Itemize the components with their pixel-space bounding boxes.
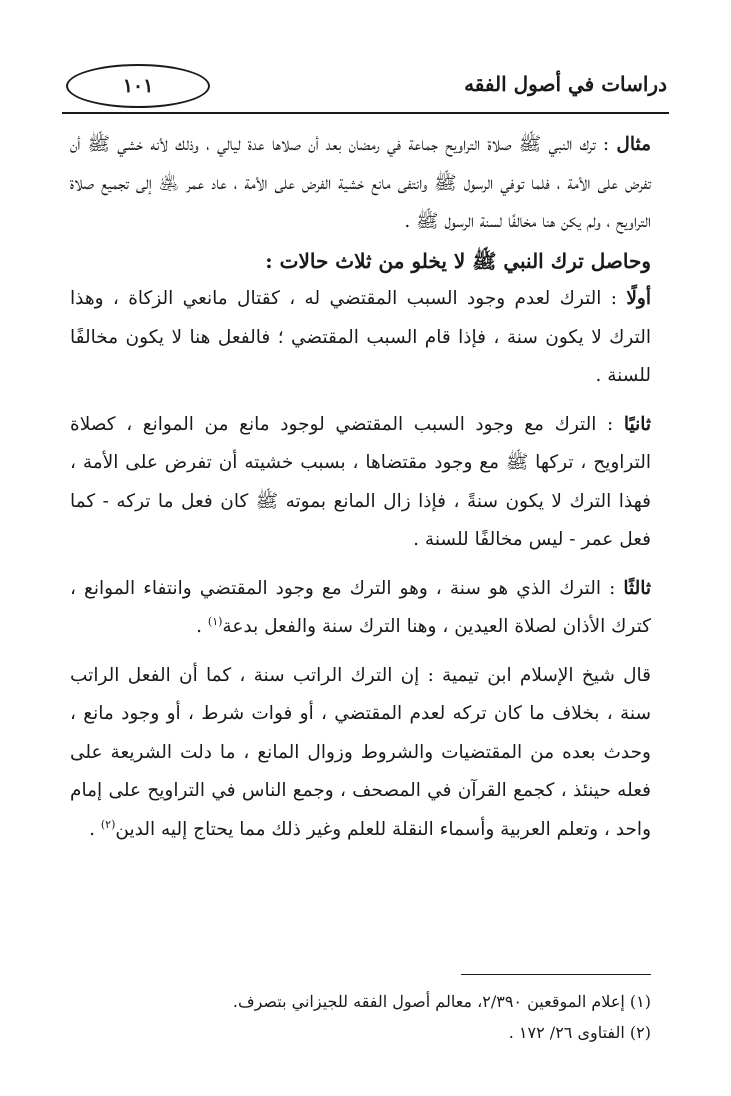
paragraph-lead: ثانيًا (623, 413, 651, 435)
footnote-1: (١) إعلام الموقعين ٢/٣٩٠، معالم أصول الفقه للجيزاني بتصرف. (232, 992, 651, 1011)
paragraph-lead: أولًا (626, 288, 651, 309)
section-heading: وحاصل ترك النبي ﷺ لا يخلو من ثلاث حالات : (265, 248, 651, 273)
paragraph-text: : ترك النبي ﷺ صلاة التراويح جماعة في رمضان بعد أن صلاها عدة ليالي ، وذلك لأنه خشي ﷺ أن تفرض على الأمة ، فلما توفي الرسول ﷺ وانتفى مانع خشية الفرض على الأمة ، عاد عمر ﵁ إلى تجميع صلاة التراويح ، ولم يكن هنا مخالفًا لسنة الرسول ﷺ . (70, 134, 651, 232)
main-text (70, 126, 651, 849)
paragraph-quote (70, 657, 651, 850)
footnote-2: (٢) الفتاوى ٢٦/ ١٧٢ . (508, 1023, 651, 1042)
page-number: ١٠١ (66, 64, 210, 108)
paragraph-second-case (70, 406, 651, 560)
paragraph-third-case (70, 570, 651, 647)
paragraph-end: . (196, 616, 208, 637)
header-rule (62, 112, 669, 114)
paragraph-lead: مثال (616, 134, 651, 155)
footnotes (70, 986, 651, 1048)
paragraph-end: . (89, 818, 101, 840)
paragraph-example (70, 126, 651, 242)
page-header (62, 64, 669, 114)
paragraph-text: : الترك الذي هو سنة ، وهو الترك مع وجود المقتضي وانتفاء الموانع ، كترك الأذان لصلاة العيدين ، وهنا الترك سنة والفعل بدعة (70, 577, 651, 637)
footnote-ref: (١) (207, 614, 223, 628)
paragraph-text: : الترك مع وجود السبب المقتضي لوجود مانع من الموانع ، كصلاة التراويح ، تركها ﷺ مع وجود مقتضاها ، بسبب خشيته أن تفرض على الأمة ، فهذا الترك لا يكون سنةً ، فإذا زال المانع بموته ﷺ كان فعل ما تركه - كما فعل عمر - ليس مخالفًا للسنة . (70, 413, 651, 550)
paragraph-text: قال شيخ الإسلام ابن تيمية : إن الترك الراتب سنة ، كما أن الفعل الراتب سنة ، بخلاف ما كان تركه لعدم المقتضي ، أو فوات شرط ، أو وجود مانع ، وحدث بعده من المقتضيات والشروط وزوال المانع ، ما دلت الشريعة على فعله حينئذ ، كجمع القرآن في المصحف ، وجمع الناس في التراويح على إمام واحد ، وتعلم العربية وأسماء النقلة للعلم وغير ذلك مما يحتاج إليه الدين (70, 664, 651, 840)
paragraph-first-case (70, 280, 651, 396)
running-title: دراسات في أصول الفقه (464, 72, 667, 96)
paragraph-text: : الترك لعدم وجود السبب المقتضي له ، كقتال مانعي الزكاة ، وهذا الترك لا يكون سنة ، فإذا قام السبب المقتضي ؛ فالفعل هنا لا يكون مخالفًا للسنة . (70, 288, 651, 386)
paragraph-lead: ثالثًا (623, 577, 651, 599)
footnote-rule (461, 974, 651, 975)
footnote-ref: (٢) (100, 817, 116, 831)
